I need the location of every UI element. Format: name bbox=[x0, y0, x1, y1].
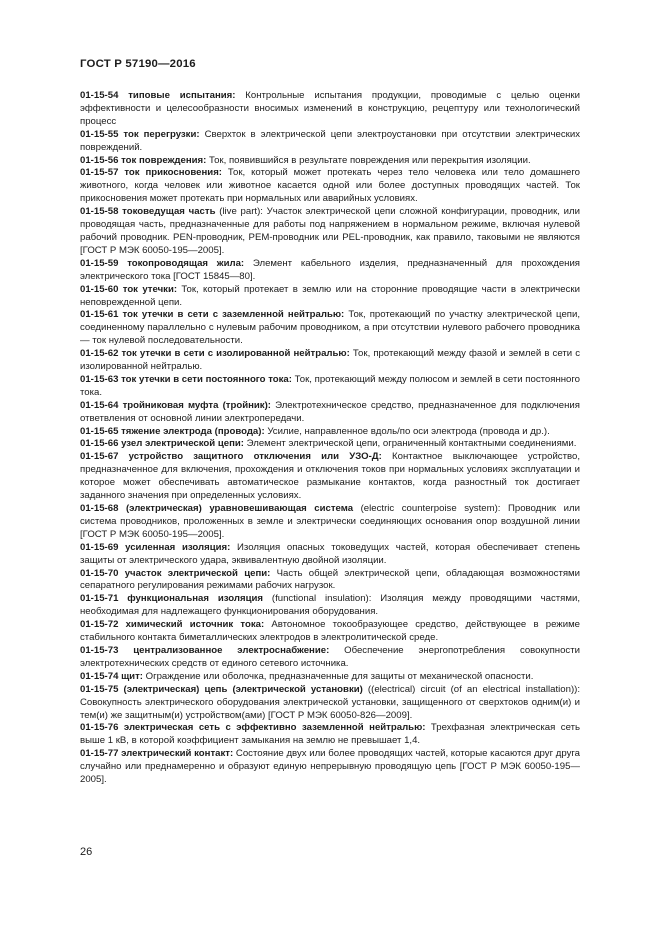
entry-definition: Обеспечение энергопотребления совокупности электротехнических средств от единого сетевого источника. bbox=[80, 644, 580, 669]
entry-definition: (live part): Участок электрической цепи сложной конфигурации, проводник, или проводящая часть, предназначенные для работы под напряжением в нормальном режиме, включая нулевой рабочий проводник. PEN-проводник, PEM-проводник или PEL-проводник, как правило, таковыми не являются [ГОСТ Р МЭК 60050-195—2005]. bbox=[80, 206, 581, 256]
entry-term: усиленная изоляция: bbox=[125, 541, 231, 553]
term-entry bbox=[80, 426, 580, 439]
term-entry bbox=[80, 284, 580, 310]
term-entry bbox=[80, 374, 580, 400]
entry-number: 01-15-73 bbox=[80, 644, 119, 656]
entry-number: 01-15-68 bbox=[80, 503, 119, 514]
entry-definition: Ток, протекающий между полюсом и землей в сети постоянного тока. bbox=[80, 373, 581, 398]
entry-term: щит: bbox=[121, 670, 143, 682]
entry-definition: Ток, протекающий между фазой и землей в сети с изолированной нейтралью. bbox=[80, 348, 580, 373]
term-entry bbox=[80, 593, 580, 619]
term-entry bbox=[80, 748, 580, 787]
entry-number: 01-15-63 bbox=[80, 373, 119, 385]
entry-term: токоведущая часть bbox=[122, 206, 216, 218]
entry-number: 01-15-74 bbox=[80, 670, 119, 682]
entry-definition: (electric counterpoise system): Проводник или система проводников, проложенных в земле и электрически соединяющих основания опор воздушной линии [ГОСТ Р МЭК 60050-195—2005]. bbox=[80, 503, 580, 540]
entry-number: 01-15-59 bbox=[80, 257, 119, 269]
entry-term: узел электрической цепи: bbox=[121, 438, 244, 450]
term-entry bbox=[80, 671, 580, 684]
term-entry bbox=[80, 400, 580, 426]
entry-definition: Состояние двух или более проводящих частей, которые касаются друг друга случайно или преднамеренно и образуют единую непрерывную проводящую цепь [ГОСТ Р МЭК 60050-195—2005]. bbox=[80, 748, 581, 786]
terms-list bbox=[80, 90, 580, 787]
entry-number: 01-15-76 bbox=[80, 722, 119, 734]
entry-definition: Сверхток в электрической цепи электроустановки при отсутствии электрических повреждений. bbox=[80, 128, 580, 153]
term-entry bbox=[80, 438, 580, 451]
entry-definition: Ток, который может протекать через тело человека или тело домашнего животного, когда человек или животное касается одной или более доступных проводящих частей. Ток прикосновения может протекать при нормальных или аварийных условиях. bbox=[80, 167, 580, 205]
entry-number: 01-15-72 bbox=[80, 619, 119, 631]
entry-definition: (functional insulation): Изоляция между проводящими частями, необходимая для надлежащего функционирования оборудования. bbox=[80, 593, 580, 618]
entry-definition: Ток, который протекает в землю или на сторонние проводящие части в электрически неповрежденной цепи. bbox=[80, 283, 580, 308]
entry-number: 01-15-57 bbox=[80, 167, 119, 179]
term-entry bbox=[80, 645, 580, 671]
entry-definition: Трехфазная электрическая сеть выше 1 кВ, в которой коэффициент замыкания на землю не превышает 1,4. bbox=[80, 722, 580, 747]
entry-term: устройство защитного отключения или УЗО-Д: bbox=[128, 451, 382, 463]
term-entry bbox=[80, 90, 580, 129]
entry-definition: Элемент кабельного изделия, предназначенный для прохождения электрического тока [ГОСТ 15845—80]. bbox=[80, 257, 581, 282]
entry-number: 01-15-56 bbox=[80, 154, 119, 166]
term-entry bbox=[80, 722, 580, 748]
entry-term: химический источник тока: bbox=[125, 619, 265, 631]
entry-term: участок электрической цепи: bbox=[124, 567, 271, 579]
term-entry bbox=[80, 206, 580, 258]
entry-term: (электрическая) цепь (электрической установки) bbox=[123, 683, 363, 695]
entry-number: 01-15-54 bbox=[80, 90, 119, 101]
entry-definition: Ограждение или оболочка, предназначенные для защиты от механической опасности. bbox=[142, 670, 534, 682]
entry-number: 01-15-55 bbox=[80, 128, 119, 140]
term-entry bbox=[80, 155, 580, 168]
entry-definition: Усилие, направленное вдоль/по оси электрода (провода и др.). bbox=[264, 425, 550, 437]
entry-definition: Контрольные испытания продукции, проводимые с целью оценки эффективности и целесообразности вносимых изменений в конструкцию, рецептуру или технологический процесс bbox=[80, 90, 580, 127]
entry-term: ток утечки в сети постоянного тока: bbox=[121, 373, 292, 385]
term-entry bbox=[80, 309, 580, 348]
entry-term: централизованное электроснабжение: bbox=[133, 644, 330, 656]
entry-term: электрическая сеть с эффективно заземленной нейтралью: bbox=[123, 722, 426, 734]
entry-term: ток утечки в сети с изолированной нейтралью: bbox=[121, 348, 350, 360]
entry-term: ток повреждения: bbox=[121, 154, 207, 166]
entry-number: 01-15-71 bbox=[80, 593, 119, 605]
entry-number: 01-15-61 bbox=[80, 309, 119, 321]
entry-number: 01-15-70 bbox=[80, 567, 119, 579]
entry-term: типовые испытания: bbox=[128, 90, 236, 101]
term-entry bbox=[80, 568, 580, 594]
entry-term: ток утечки: bbox=[122, 283, 178, 295]
entry-definition: Элемент электрической цепи, ограниченный контактными соединениями. bbox=[243, 438, 577, 450]
term-entry bbox=[80, 451, 580, 503]
entry-term: токопроводящая жила: bbox=[127, 257, 245, 269]
entry-number: 01-15-69 bbox=[80, 541, 119, 553]
entry-term: электрический контакт: bbox=[121, 748, 234, 760]
entry-number: 01-15-64 bbox=[80, 399, 119, 411]
term-entry bbox=[80, 129, 580, 155]
entry-number: 01-15-66 bbox=[80, 438, 119, 450]
entry-number: 01-15-65 bbox=[80, 425, 119, 437]
entry-term: ток утечки в сети с заземленной нейтралью: bbox=[122, 309, 345, 321]
term-entry bbox=[80, 542, 580, 568]
term-entry bbox=[80, 167, 580, 206]
entry-term: функциональная изоляция bbox=[127, 593, 263, 605]
entry-term: (электрическая) уравновешивающая система bbox=[125, 503, 354, 514]
entry-definition: Ток, появившийся в результате повреждения или перекрытия изоляции. bbox=[206, 154, 531, 166]
entry-definition: Контактное выключающее устройство, предназначенное для включения, прохождения и отключения токов при нормальных условиях эксплуатации и которое может обеспечивать автоматическое размыкание контактов, когда разностный ток достигает заданного значения при определенных условиях. bbox=[80, 451, 580, 502]
entry-number: 01-15-60 bbox=[80, 283, 119, 295]
entry-definition: ((electrical) circuit (of an electrical installation)): Совокупность электрического оборудования электрической установки, защищенного от сверхтоков одним(и) и тем(и) же защитным(и) устройством(ами) [ГОСТ Р МЭК 60050-826—2009]. bbox=[80, 683, 580, 721]
entry-number: 01-15-75 bbox=[80, 683, 119, 695]
entry-term: ток прикосновения: bbox=[124, 167, 222, 179]
document-header: ГОСТ Р 57190—2016 bbox=[80, 58, 196, 70]
term-entry bbox=[80, 684, 580, 723]
entry-term: ток перегрузки: bbox=[123, 128, 200, 140]
entry-definition: Часть общей электрической цепи, обладающая возможностями сепаратного регулирования режимами рабочих нагрузок. bbox=[80, 567, 581, 592]
term-entry bbox=[80, 503, 580, 542]
entry-number: 01-15-67 bbox=[80, 451, 119, 463]
entry-definition: Изоляция опасных токоведущих частей, которая обеспечивает степень защиты от электрического удара, эквивалентную двойной изоляции. bbox=[80, 541, 581, 566]
entry-number: 01-15-77 bbox=[80, 748, 119, 760]
entry-term: тяжение электрода (провода): bbox=[121, 425, 265, 437]
entry-definition: Электротехническое средство, предназначенное для подключения ответвления от основной линии электропередачи. bbox=[80, 399, 580, 424]
term-entry bbox=[80, 619, 580, 645]
page-number: 26 bbox=[80, 846, 93, 858]
entry-term: тройниковая муфта (тройник): bbox=[122, 399, 271, 411]
entry-number: 01-15-62 bbox=[80, 348, 119, 360]
entry-definition: Ток, протекающий по участку электрической цепи, соединенному параллельно с нулевым рабочим проводником, а при отсутствии нулевого рабочего проводника — ток нулевой последовательности. bbox=[80, 309, 580, 347]
term-entry bbox=[80, 258, 580, 284]
entry-definition: Автономное токообразующее средство, действующее в режиме стабильного контакта биметаллических электродов в электролитической среде. bbox=[80, 619, 581, 644]
term-entry bbox=[80, 348, 580, 374]
entry-number: 01-15-58 bbox=[80, 206, 119, 218]
